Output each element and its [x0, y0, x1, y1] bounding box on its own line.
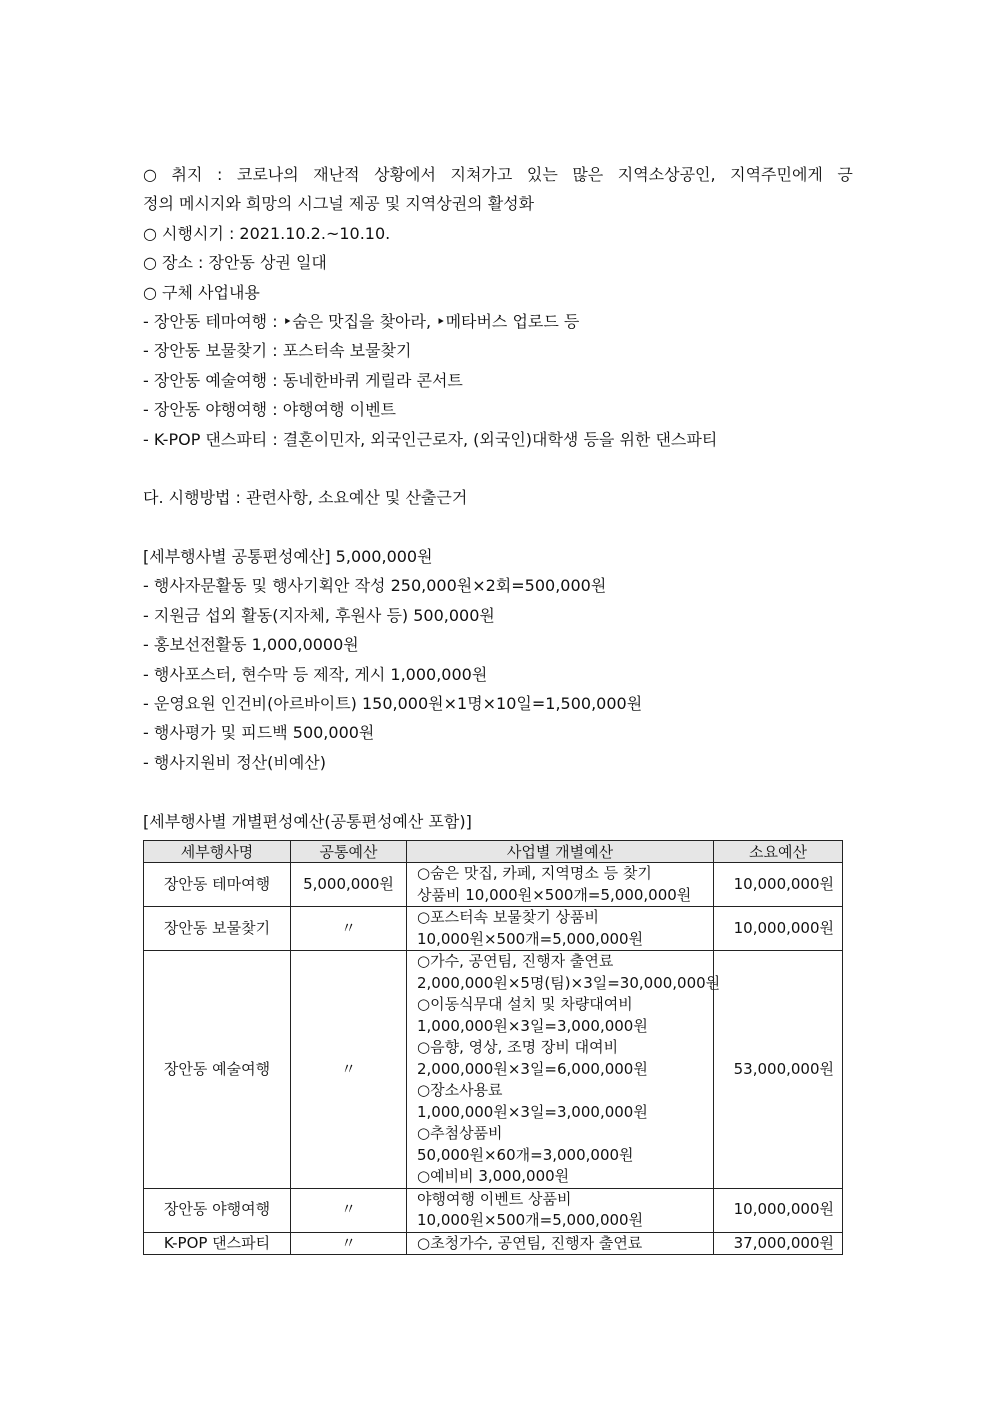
purpose-word: 코로나의	[236, 165, 299, 184]
program-item: - 장안동 보물찾기 : 포스터속 보물찾기	[143, 341, 412, 361]
total-budget-cell: 10,000,000원	[714, 1188, 843, 1232]
place-line: ○ 장소 : 장안동 상권 일대	[143, 253, 327, 273]
total-budget-cell: 10,000,000원	[714, 863, 843, 907]
purpose-word: 상황에서	[374, 165, 436, 184]
common-budget-item: - 행사포스터, 현수막 등 제작, 게시 1,000,000원	[143, 664, 488, 684]
common-budget-item: - 행사자문활동 및 행사기획안 작성 250,000원×2회=500,000원	[143, 576, 607, 596]
detail-line: ○가수, 공연팀, 진행자 출연료	[417, 952, 614, 970]
event-name-cell: 장안동 예술여행	[144, 951, 291, 1189]
event-name-cell: 장안동 보물찾기	[144, 907, 291, 951]
event-name-cell: K-POP 댄스파티	[144, 1232, 291, 1255]
details-title: ○ 구체 사업내용	[143, 282, 260, 302]
purpose-word: 많은	[572, 165, 604, 184]
program-item: - 장안동 테마여행 : ‣숨은 맛집을 찾아라, ‣메타버스 업로드 등	[143, 311, 580, 331]
document-body	[143, 160, 853, 836]
total-budget-cell: 37,000,000원	[714, 1232, 843, 1255]
detail-line: ○장소사용료	[417, 1081, 503, 1099]
purpose-word: 긍	[837, 165, 853, 184]
event-name-cell: 장안동 야행여행	[144, 1188, 291, 1232]
header-individual-budget: 사업별 개별예산	[407, 841, 714, 863]
event-name-cell: 장안동 테마여행	[144, 863, 291, 907]
table-row	[144, 1188, 843, 1232]
period-line: ○ 시행시기 : 2021.10.2.~10.10.	[143, 223, 391, 243]
detail-line: 10,000원×500개=5,000,000원	[417, 1211, 644, 1229]
common-budget-item: - 행사평가 및 피드백 500,000원	[143, 723, 375, 743]
purpose-word: ○	[143, 165, 157, 184]
common-budget-cell: 〃	[291, 907, 407, 951]
detail-line: ○음향, 영상, 조명 장비 대여비	[417, 1038, 619, 1056]
detail-budget-cell	[407, 1188, 714, 1232]
detail-line: 1,000,000원×3일=3,000,000원	[417, 1102, 648, 1121]
header-common-budget: 공통예산	[291, 841, 407, 863]
detail-line: 상품비 10,000원×500개=5,000,000원	[417, 885, 692, 904]
table-row	[144, 1232, 843, 1255]
program-item: - 장안동 예술여행 : 동네한바퀴 게릴라 콘서트	[143, 370, 463, 390]
budget-table	[143, 840, 843, 1255]
header-event-name: 세부행사명	[144, 841, 291, 863]
detail-line: ○초청가수, 공연팀, 진행자 출연료	[417, 1233, 643, 1252]
common-budget-item: - 지원금 섭외 활동(지자체, 후원사 등) 500,000원	[143, 605, 495, 625]
purpose-word: 지역소상공인,	[617, 165, 716, 184]
detail-line: ○예비비 3,000,000원	[417, 1167, 570, 1185]
purpose-word: 지쳐가고	[450, 165, 513, 184]
common-budget-item: - 홍보선전활동 1,000,0000원	[143, 635, 359, 655]
header-total-budget: 소요예산	[714, 841, 843, 863]
common-budget-cell: 〃	[291, 951, 407, 1189]
common-budget-cell: 〃	[291, 1232, 407, 1255]
detail-line: 1,000,000원×3일=3,000,000원	[417, 1016, 648, 1035]
table-row	[144, 951, 843, 1189]
common-budget-cell: 〃	[291, 1188, 407, 1232]
common-budget-heading: [세부행사별 공통편성예산] 5,000,000원	[143, 547, 433, 567]
detail-line: 야행여행 이벤트 상품비	[417, 1189, 572, 1208]
detail-line: 50,000원×60개=3,000,000원	[417, 1145, 634, 1164]
common-budget-item: - 운영요원 인건비(아르바이트) 150,000원×1명×10일=1,500,000원	[143, 694, 643, 714]
method-heading: 다. 시행방법 : 관련사항, 소요예산 및 산출근거	[143, 488, 468, 508]
purpose-word: :	[216, 165, 223, 184]
common-budget-cell: 5,000,000원	[291, 863, 407, 907]
purpose-line-2: 정의 메시지와 희망의 시그널 제공 및 지역상권의 활성화	[143, 194, 535, 214]
individual-budget-heading: [세부행사별 개별편성예산(공통편성예산 포함)]	[143, 811, 472, 831]
detail-line: 2,000,000원×5명(팀)×3일=30,000,000원	[417, 973, 721, 992]
total-budget-cell: 10,000,000원	[714, 907, 843, 951]
detail-line: ○숨은 맛집, 카페, 지역명소 등 찾기	[417, 864, 652, 882]
purpose-word: 취지	[171, 165, 203, 184]
detail-line: ○추첨상품비	[417, 1124, 503, 1142]
detail-budget-cell	[407, 951, 721, 1189]
detail-budget-cell	[407, 1232, 714, 1255]
program-item: - K-POP 댄스파티 : 결혼이민자, 외국인근로자, (외국인)대학생 등을 위한 댄스파티	[143, 429, 718, 449]
detail-budget-cell	[407, 907, 714, 951]
detail-line: 2,000,000원×3일=6,000,000원	[417, 1059, 648, 1078]
detail-line: ○이동식무대 설치 및 차량대여비	[417, 995, 633, 1013]
purpose-word: 재난적	[313, 165, 360, 184]
budget-table-body	[144, 863, 843, 1255]
detail-line: ○포스터속 보물찾기 상품비	[417, 908, 600, 926]
total-budget-cell: 53,000,000원	[714, 951, 843, 1189]
purpose-word: 있는	[526, 165, 558, 184]
detail-budget-cell	[407, 863, 714, 907]
table-row	[144, 863, 843, 907]
common-budget-item: - 행사지원비 정산(비예산)	[143, 752, 326, 772]
purpose-word: 지역주민에게	[730, 165, 823, 184]
program-item: - 장안동 야행여행 : 야행여행 이벤트	[143, 400, 396, 420]
purpose-line-1	[143, 160, 853, 189]
table-row	[144, 907, 843, 951]
table-header-row	[144, 841, 843, 863]
detail-line: 10,000원×500개=5,000,000원	[417, 929, 644, 948]
